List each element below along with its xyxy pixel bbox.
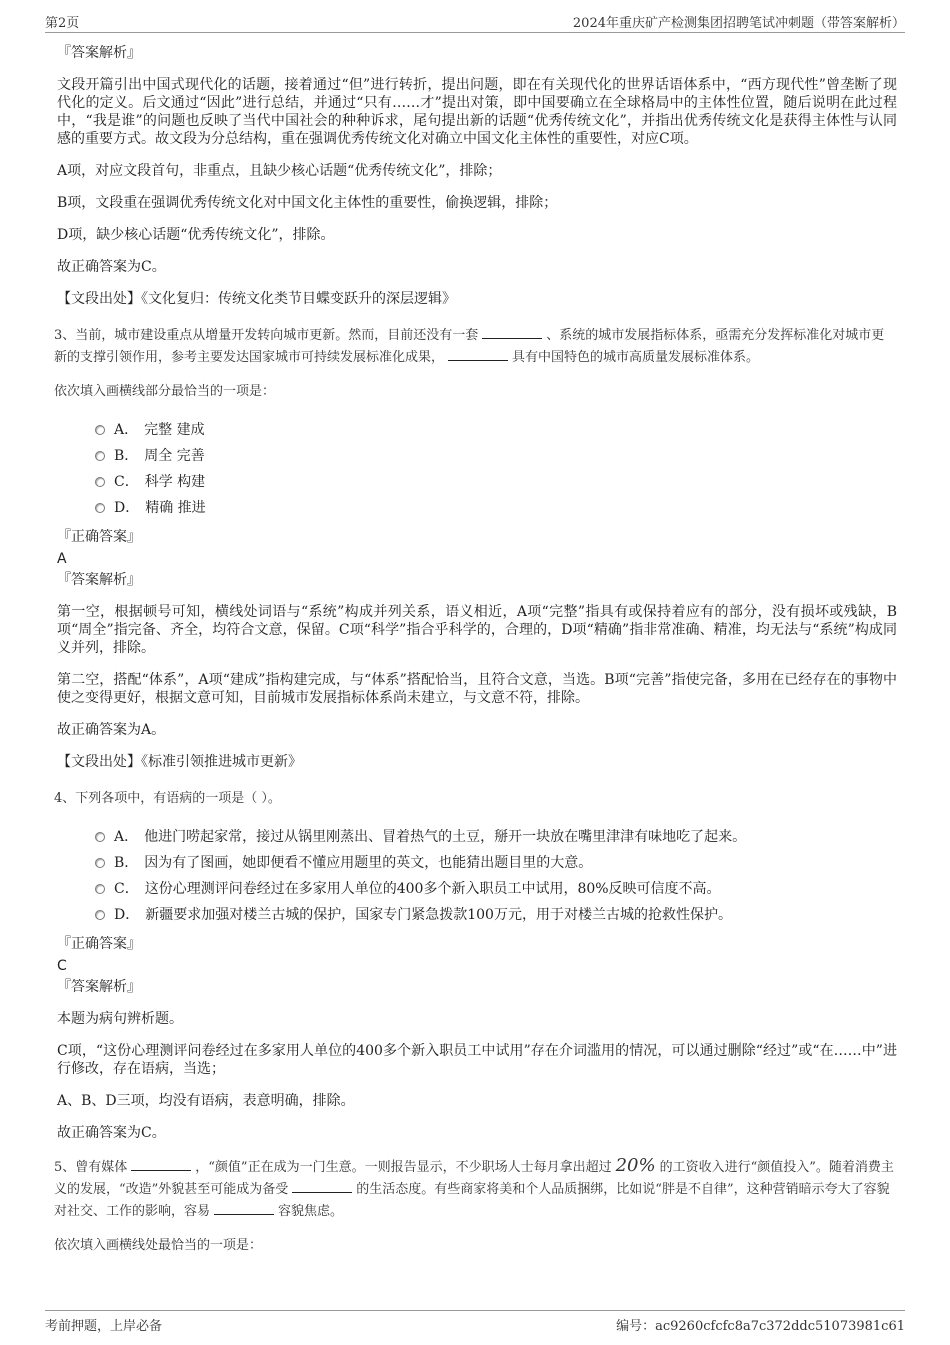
fill-blank [292, 1178, 352, 1193]
footer-slogan: 考前押题，上岸必备 [45, 1319, 163, 1334]
option-c[interactable]: C． 这份心理测评问卷经过在多家用人单位的400多个新入职员工中试用，80%反映可信度不高。 [95, 876, 897, 902]
analysis-paragraph: A项，对应文段首句，非重点，且缺少核心话题“优秀传统文化”，排除； [57, 163, 502, 179]
option-d[interactable]: D． 精确 推进 [95, 495, 897, 521]
analysis-paragraph: 第一空，根据顿号可知，横线处词语与“系统”构成并列关系，语义相近，A项“完整”指具有或保持着应有的部分，没有损坏或残缺，B项“周全”指完备、齐全，均符合文意，保留。C项“科学”指合乎科学的，合理的，D项“精确”指非常准确、精准，均无法与“系统”构成同义并列，排除。 [57, 604, 897, 656]
question-4-stem: 4、下列各项中，有语病的一项是（ ）。 [54, 791, 281, 806]
radio-button[interactable] [95, 477, 105, 487]
fill-blank [448, 346, 508, 361]
option-b[interactable]: B． 因为有了图画，她即便看不懂应用题里的英文，也能猜出题目里的大意。 [95, 850, 897, 876]
correct-answer: A [57, 551, 67, 567]
analysis-tag: 『答案解析』 [57, 979, 141, 995]
analysis-paragraph: 第二空，搭配“体系”，A项“建成”指构建完成，与“体系”搭配恰当，且符合文意，当选。B项“完善”指使完备，多用在已经存在的事物中使之变得更好，根据文意可知，目前城市发展指标体系尚未建立，与文意不符，排除。 [57, 672, 897, 706]
page-footer [45, 1310, 905, 1334]
conclusion-paragraph: 故正确答案为A。 [57, 722, 166, 738]
analysis-paragraph: A、B、D三项，均没有语病，表意明确，排除。 [57, 1093, 355, 1109]
radio-button[interactable] [95, 451, 105, 461]
conclusion-paragraph: 故正确答案为C。 [57, 1125, 166, 1141]
document-title: 2024年重庆矿产检测集团招聘笔试冲刺题（带答案解析） [572, 16, 905, 31]
analysis-paragraph: C项，“这份心理测评问卷经过在多家用人单位的400多个新入职员工中试用”存在介词滥用的情况，可以通过删除“经过”或“在……中”进行修改，存在语病，当选； [57, 1043, 897, 1077]
radio-button[interactable] [95, 425, 105, 435]
analysis-paragraph: D项，缺少核心话题“优秀传统文化”，排除。 [57, 227, 335, 243]
option-a[interactable]: A． 他进门唠起家常，接过从锅里刚蒸出、冒着热气的土豆，掰开一块放在嘴里津津有味地吃了起来。 [95, 824, 897, 850]
question-3-stem: 3、当前，城市建设重点从增量开发转向城市更新。然而，目前还没有一套 、系统的城市发展指标体系，亟需充分发挥标准化对城市更新的支撑引领作用，参考主要发达国家城市可持续发展标准化成果， 具有中国特色的城市高质量发展标准体系。 [54, 324, 897, 368]
correct-answer-tag: 『正确答案』 [57, 529, 141, 545]
page-number: 第2页 [45, 16, 80, 31]
question-5-stem: 5、曾有媒体 ，“颜值”正在成为一门生意。一则报告显示，不少职场人士每月拿出超过 20% 的工资收入进行“颜值投入”。随着消费主义的发展，“改造”外貌甚至可能成为备受 的生活态度。有些商家将美和个人品质捆绑，比如说“胖是不自律”，这种营销暗示夸大了容貌对社交、工作的影响，容易 容貌焦虑。 [54, 1155, 894, 1219]
option-b[interactable]: B． 周全 完善 [95, 443, 897, 469]
radio-button[interactable] [95, 910, 105, 920]
radio-button[interactable] [95, 503, 105, 513]
radio-button[interactable] [95, 858, 105, 868]
correct-answer-tag: 『正确答案』 [57, 936, 141, 952]
analysis-tag: 『答案解析』 [57, 45, 141, 61]
document-id: 编号：ac9260cfcfc8a7c372ddc51073981c61 [616, 1319, 905, 1334]
correct-answer: C [57, 958, 67, 974]
analysis-tag: 『答案解析』 [57, 572, 141, 588]
radio-button[interactable] [95, 884, 105, 894]
analysis-paragraph: B项，文段重在强调优秀传统文化对中国文化主体性的重要性，偷换逻辑，排除； [57, 195, 558, 211]
source-citation: 【文段出处】《标准引领推进城市更新》 [57, 754, 302, 770]
conclusion-paragraph: 故正确答案为C。 [57, 259, 166, 275]
question-4-options [95, 824, 897, 928]
document-body [54, 44, 897, 1271]
question-prompt: 依次填入画横线部分最恰当的一项是： [54, 384, 276, 399]
fill-blank [214, 1200, 274, 1215]
fill-blank [131, 1156, 191, 1171]
analysis-paragraph: 文段开篇引出中国式现代化的话题，接着通过“但”进行转折，提出问题，即在有关现代化的世界话语体系中，“西方现代性”曾垄断了现代化的定义。后文通过“因此”进行总结，并通过“只有……才”提出对策，即中国要确立在全球格局中的主体性位置，随后说明在此过程中，“我是谁”的问题也反映了当代中国社会的种种诉求，尾句提出新的话题“优秀传统文化”，并指出优秀传统文化是获得主体性与认同感的重要方式。故文段为分总结构，重在强调优秀传统文化对确立中国文化主体性的重要性，对应C项。 [57, 77, 897, 147]
question-3-options [95, 417, 897, 521]
fill-blank [482, 324, 542, 339]
source-citation: 【文段出处】《文化复归：传统文化类节目蝶变跃升的深层逻辑》 [57, 291, 456, 307]
radio-button[interactable] [95, 832, 105, 842]
option-a[interactable]: A． 完整 建成 [95, 417, 897, 443]
option-d[interactable]: D． 新疆要求加强对楼兰古城的保护，国家专门紧急拨款100万元，用于对楼兰古城的抢救性保护。 [95, 902, 897, 928]
analysis-paragraph: 本题为病句辨析题。 [57, 1011, 183, 1027]
percent-value: 20% [615, 1155, 656, 1176]
page-header [45, 8, 905, 33]
question-prompt: 依次填入画横线处最恰当的一项是： [54, 1238, 263, 1253]
option-c[interactable]: C． 科学 构建 [95, 469, 897, 495]
